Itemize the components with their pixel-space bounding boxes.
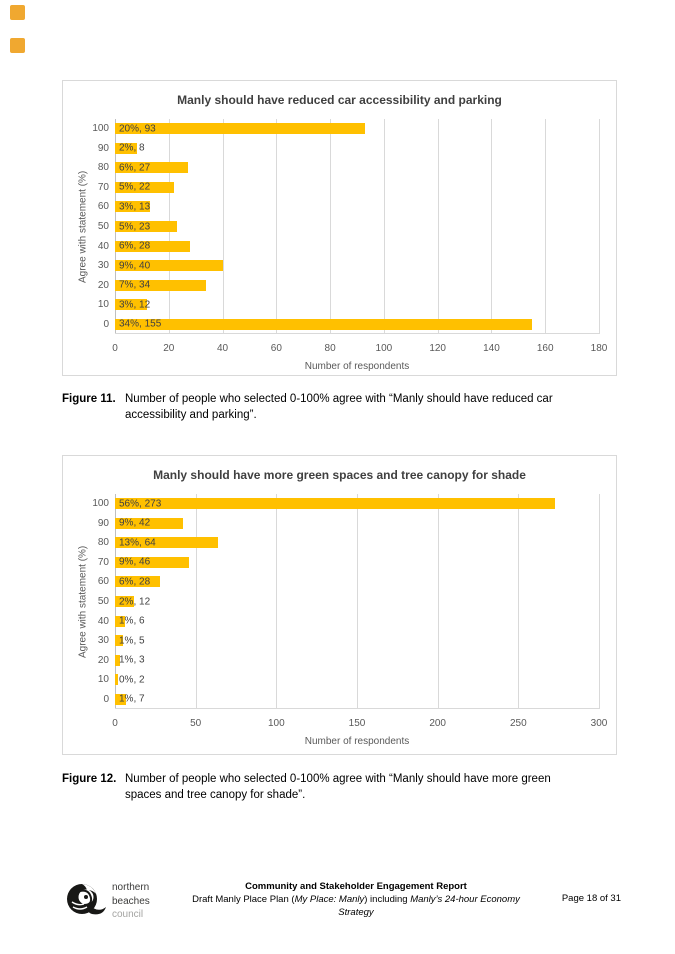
bar-data-label: 1%, 7 bbox=[119, 693, 145, 705]
bar bbox=[115, 674, 118, 685]
council-name-line: northern bbox=[112, 882, 150, 893]
footer-line-2 bbox=[176, 893, 536, 906]
bar bbox=[115, 319, 532, 330]
bar-data-label: 6%, 28 bbox=[119, 240, 151, 252]
bar-row bbox=[115, 494, 599, 514]
x-axis-tick-label: 200 bbox=[429, 718, 446, 729]
x-axis-tick-label: 100 bbox=[267, 718, 285, 729]
y-axis-tick-label: 60 bbox=[97, 576, 109, 588]
x-axis-tick-label: 150 bbox=[348, 718, 366, 729]
y-axis-title: Agree with statement (%) bbox=[77, 170, 89, 283]
y-axis-tick-label: 30 bbox=[97, 260, 109, 272]
bar-data-label: 5%, 23 bbox=[119, 221, 151, 232]
y-axis-tick-label: 100 bbox=[92, 123, 109, 135]
council-name-line: beaches bbox=[112, 895, 150, 907]
y-axis-tick-label: 10 bbox=[97, 299, 109, 311]
x-axis-tick-label: 140 bbox=[483, 343, 500, 354]
bar-data-label: 13%, 64 bbox=[119, 537, 156, 549]
bar-row bbox=[115, 314, 599, 334]
footer-line-3: Strategy bbox=[338, 907, 374, 918]
y-axis-tick-label: 20 bbox=[97, 654, 109, 666]
bar-row bbox=[115, 158, 599, 178]
figure-12-label: Figure 12. bbox=[62, 773, 117, 785]
y-axis-tick-label: 30 bbox=[97, 635, 109, 647]
plot-area bbox=[115, 494, 599, 709]
x-axis-title: Number of respondents bbox=[304, 361, 410, 372]
bar-rows bbox=[115, 119, 599, 334]
figure-12-text: Number of people who selected 0-100% agree with “Manly should have more green spaces and tree canopy for shade”. bbox=[125, 773, 551, 801]
y-axis-tick-label: 40 bbox=[97, 615, 109, 627]
bar-row bbox=[115, 631, 599, 651]
bar-data-label: 5%, 22 bbox=[119, 181, 151, 193]
figure-11-text: Number of people who selected 0-100% agree with “Manly should have reduced car accessibility and parking”. bbox=[125, 393, 553, 421]
x-axis-tick-label: 180 bbox=[590, 343, 608, 354]
y-axis-tick-label: 80 bbox=[97, 162, 109, 174]
x-axis-tick-label: 40 bbox=[216, 343, 229, 354]
x-axis-tick-label: 100 bbox=[375, 343, 393, 354]
x-axis-tick-labels bbox=[112, 343, 608, 355]
bar-data-label: 3%, 13 bbox=[119, 201, 151, 213]
figure-11-caption bbox=[62, 391, 570, 423]
chart-green-spaces-canopy bbox=[62, 455, 617, 755]
bar-data-label: 9%, 42 bbox=[119, 517, 151, 529]
y-axis-tick-label: 70 bbox=[97, 181, 109, 193]
annotation-marker-1 bbox=[10, 5, 25, 20]
bar-row bbox=[115, 217, 599, 237]
bar-row bbox=[115, 256, 599, 276]
bar-data-label: 0%, 2 bbox=[119, 674, 145, 686]
figure-11-label: Figure 11. bbox=[62, 393, 116, 405]
y-axis-tick-label: 90 bbox=[97, 142, 109, 154]
footer-report-title bbox=[176, 880, 536, 919]
x-axis-title: Number of respondents bbox=[304, 736, 410, 747]
figure-12-caption bbox=[62, 771, 570, 803]
bar-row bbox=[115, 611, 599, 631]
bar-row bbox=[115, 139, 599, 159]
chart-title: Manly should have more green spaces and tree canopy for shade bbox=[153, 468, 526, 482]
y-axis-tick-labels bbox=[69, 119, 109, 334]
bar-data-label: 7%, 34 bbox=[119, 279, 151, 291]
footer-line-2-segment: Draft Manly Place Plan ( bbox=[192, 894, 295, 905]
footer-line-2-segment: ) including bbox=[364, 894, 411, 905]
y-axis-tick-label: 50 bbox=[97, 596, 109, 607]
y-axis-tick-label: 60 bbox=[97, 201, 109, 213]
gridline bbox=[599, 119, 600, 334]
plot-area bbox=[115, 119, 599, 334]
bar-data-label: 1%, 3 bbox=[119, 654, 145, 666]
x-axis-tick-label: 0 bbox=[112, 343, 118, 354]
bar-data-label: 34%, 155 bbox=[119, 318, 162, 330]
footer-line-2-segment: My Place: Manly bbox=[294, 894, 365, 905]
bar-rows bbox=[115, 494, 599, 709]
northern-beaches-council-logo-icon bbox=[66, 882, 108, 925]
bar-row bbox=[115, 178, 599, 198]
bar-row bbox=[115, 197, 599, 217]
bar bbox=[115, 498, 555, 509]
x-axis-tick-label: 80 bbox=[324, 343, 336, 354]
page-footer bbox=[0, 876, 675, 936]
bar-row bbox=[115, 236, 599, 256]
footer-line-1: Community and Stakeholder Engagement Report bbox=[245, 881, 467, 892]
bar-row bbox=[115, 670, 599, 690]
y-axis-tick-label: 0 bbox=[103, 318, 109, 330]
y-axis-tick-label: 50 bbox=[97, 221, 109, 232]
footer-line-2-segment: Manly’s 24-hour Economy bbox=[410, 894, 520, 905]
x-axis-tick-label: 250 bbox=[509, 718, 527, 729]
bar-data-label: 2%, 8 bbox=[119, 142, 145, 154]
bar-data-label: 6%, 27 bbox=[119, 162, 151, 174]
y-axis-tick-label: 80 bbox=[97, 537, 109, 549]
y-axis-tick-label: 70 bbox=[97, 556, 109, 568]
bar-row bbox=[115, 553, 599, 573]
y-axis-tick-label: 20 bbox=[97, 279, 109, 291]
bar-row bbox=[115, 650, 599, 670]
bar-row bbox=[115, 592, 599, 612]
bar-data-label: 20%, 93 bbox=[119, 123, 156, 135]
annotation-marker-2 bbox=[10, 38, 25, 53]
bar-data-label: 56%, 273 bbox=[119, 498, 162, 510]
bar-data-label: 2%, 12 bbox=[119, 596, 151, 607]
bar-data-label: 1%, 5 bbox=[119, 635, 145, 647]
bar-row bbox=[115, 533, 599, 553]
bar-data-label: 1%, 6 bbox=[119, 615, 145, 627]
bar-row bbox=[115, 572, 599, 592]
gridline bbox=[599, 494, 600, 709]
x-axis-tick-label: 120 bbox=[429, 343, 446, 354]
y-axis-tick-labels bbox=[69, 494, 109, 709]
y-axis-tick-label: 100 bbox=[92, 498, 109, 510]
page-number: Page 18 of 31 bbox=[561, 893, 621, 904]
bar-row bbox=[115, 275, 599, 295]
bar-row bbox=[115, 689, 599, 709]
x-axis-tick-label: 50 bbox=[190, 718, 202, 729]
y-axis-title: Agree with statement (%) bbox=[77, 545, 89, 658]
x-axis-tick-label: 0 bbox=[112, 718, 118, 729]
bar-data-label: 9%, 40 bbox=[119, 260, 151, 272]
x-axis-tick-label: 60 bbox=[270, 343, 282, 354]
bar-row bbox=[115, 119, 599, 139]
x-axis-tick-label: 20 bbox=[163, 343, 175, 354]
council-name-line: council bbox=[112, 909, 144, 920]
y-axis-tick-label: 0 bbox=[103, 693, 109, 705]
y-axis-tick-label: 90 bbox=[97, 517, 109, 529]
y-axis-tick-label: 10 bbox=[97, 674, 109, 686]
bar-row bbox=[115, 514, 599, 534]
x-axis-tick-label: 160 bbox=[536, 343, 554, 354]
bar-data-label: 6%, 28 bbox=[119, 576, 151, 588]
x-axis-tick-label: 300 bbox=[590, 718, 608, 729]
bar-data-label: 9%, 46 bbox=[119, 556, 151, 568]
chart-title: Manly should have reduced car accessibility and parking bbox=[177, 93, 502, 107]
chart-reduced-car-parking bbox=[62, 80, 617, 376]
bar-data-label: 3%, 12 bbox=[119, 299, 151, 311]
x-axis-tick-labels bbox=[112, 718, 608, 730]
bar-row bbox=[115, 295, 599, 315]
council-name bbox=[112, 881, 150, 922]
y-axis-tick-label: 40 bbox=[97, 240, 109, 252]
